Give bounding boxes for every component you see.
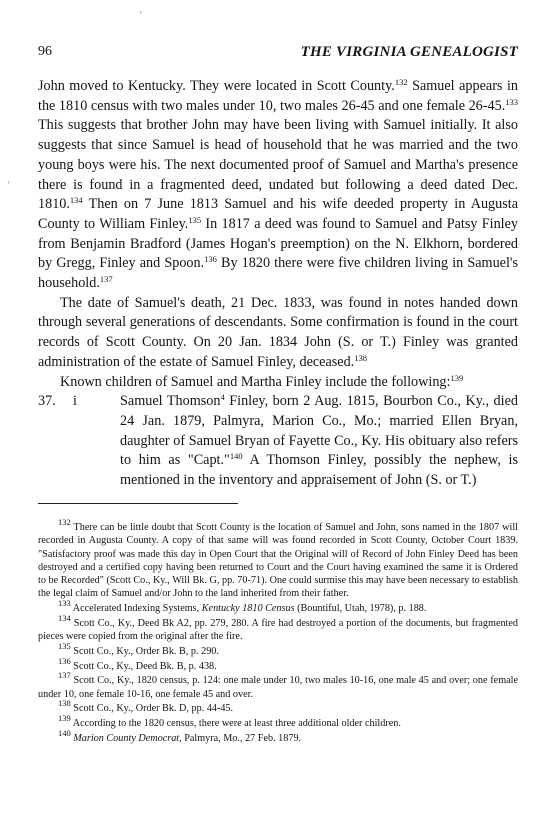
stray-mark-top: ' — [140, 10, 142, 20]
footnote-133: $^{133}$ Accelerated Indexing Systems, Kentucky 1810 Census (Bountiful, Utah, 1978), p. 188. — [58, 598, 427, 615]
footnote-136: $^{136}$ Scott Co., Ky., Deed Bk. B, p. 438. — [58, 655, 217, 672]
paragraph-2: The date of Samuel's death, 21 Dec. 1833, was found in notes handed down through several generations of descendants. Some confirmation is found in the court records of Scott County. On 20 Jan. 1834 John (S. or T.) Finley was granted administration of the estate of Samuel Finley, deceased.$^{138}$ — [38, 294, 518, 370]
footnote-135: $^{135}$ Scott Co., Ky., Order Bk. B, p. 290. — [58, 640, 219, 657]
paragraph-1: John moved to Kentucky. They were located in Scott County.$^{132}$ Samuel appears in the 1810 census with two males under 10, two males 26-45 and one female 26-45.$^{133}$ This suggests that brother John may have been living with Samuel initially. It also suggests that since Samuel is head of household that he was married and the two young boys were his. The next documented proof of Samuel and Martha's presence there is found in a fragmented deed, undated but following a deed dated Dec. 1810.$^{134}$ Then on 7 June 1813 Samuel and his wife deeded property in Augusta County to William Finley.$^{135}$ In 1817 a deed was found to Samuel and Patsy Finley from Benjamin Bradford (James Hogan's preemption) on the N. Elkhorn, bordered by Gregg, Finley and Spoon.$^{136}$ By 1820 there were five children living in Samuel's household.$^{137}$ — [38, 77, 519, 292]
footnote-divider — [38, 503, 238, 504]
footnote-134: $^{134}$ Scott Co., Ky., Deed Bk A2, pp. 279, 280. A fire had destroyed a portion of the documents, but fragmented pieces were copied from the original after the fire. — [38, 612, 518, 643]
footnote-138: $^{138}$ Scott Co., Ky., Order Bk. D, pp. 44-45. — [58, 698, 234, 715]
journal-title: THE VIRGINIA GENEALOGIST — [300, 44, 518, 60]
footnote-137: $^{137}$ Scott Co., Ky., 1820 census, p. 124: one male under 10, two males 10-16, one male 45 and over; one female under 10, one female 10-16, one female 45 and over. — [38, 670, 518, 700]
child-entry — [38, 392, 518, 491]
child-roman: i — [73, 393, 77, 410]
footnotes — [38, 517, 518, 746]
footnote-ref: 138 — [354, 352, 367, 363]
footnote-ref: 137 — [99, 274, 113, 285]
footnote-ref: 135 — [188, 214, 202, 225]
child-number: 37. — [38, 393, 56, 410]
footnote-ref: 132 — [394, 77, 408, 87]
footnote-132: $^{132}$ There can be little doubt that Scott County is the location of Samuel and John, sons named in the 1807 will recorded in Augusta County. A copy of that same will was found recorded in Scott County, October Court 1839. "Satisfactory proof was made this day in Open Court that the Original will of Record of John Finley Deed has been destroyed and a certified copy having been returned to Court and the Court having examined the same it is Ordered to be Recorded" (Scott Co., Ky., Will Bk. G, pp. 70-71). One could surmise this may have been necessary to establish the legal claim of Samuel and/or John to the land inherited from their father. — [38, 517, 518, 600]
footnote-140: $^{140}$ Marion County Democrat, Palmyra, Mo., 27 Feb. 1879. — [58, 727, 302, 744]
paragraph-3: Known children of Samuel and Martha Finley include the following:$^{139}$ — [60, 372, 464, 390]
footnote-ref: 140 — [229, 451, 243, 462]
child-text: Samuel Thomson$^4$ Finley, born 2 Aug. 1815, Bourbon Co., Ky., died 24 Jan. 1879, Palmyra, Marion Co., Mo.; married Ellen Bryan, daughter of Samuel Bryan of Fayette Co., Ky. His obituary also refers to him as "Capt."$^{140}$ A Thomson Finley, possibly the nephew, is mentioned in the inventory and appraisement of John (S. or T.) — [120, 392, 518, 489]
footnote-139: $^{139}$ According to the 1820 census, there were at least three additional older children. — [58, 712, 401, 729]
footnote-ref: 139 — [450, 372, 464, 383]
footnote-ref: 136 — [204, 254, 217, 265]
article-body — [38, 77, 518, 491]
footnote-ref: 134 — [69, 195, 83, 206]
generation-ref: 4 — [220, 392, 225, 403]
footnote-ref: 133 — [505, 96, 518, 107]
stray-mark-margin: ' — [8, 180, 10, 190]
page-number: 96 — [38, 44, 52, 59]
